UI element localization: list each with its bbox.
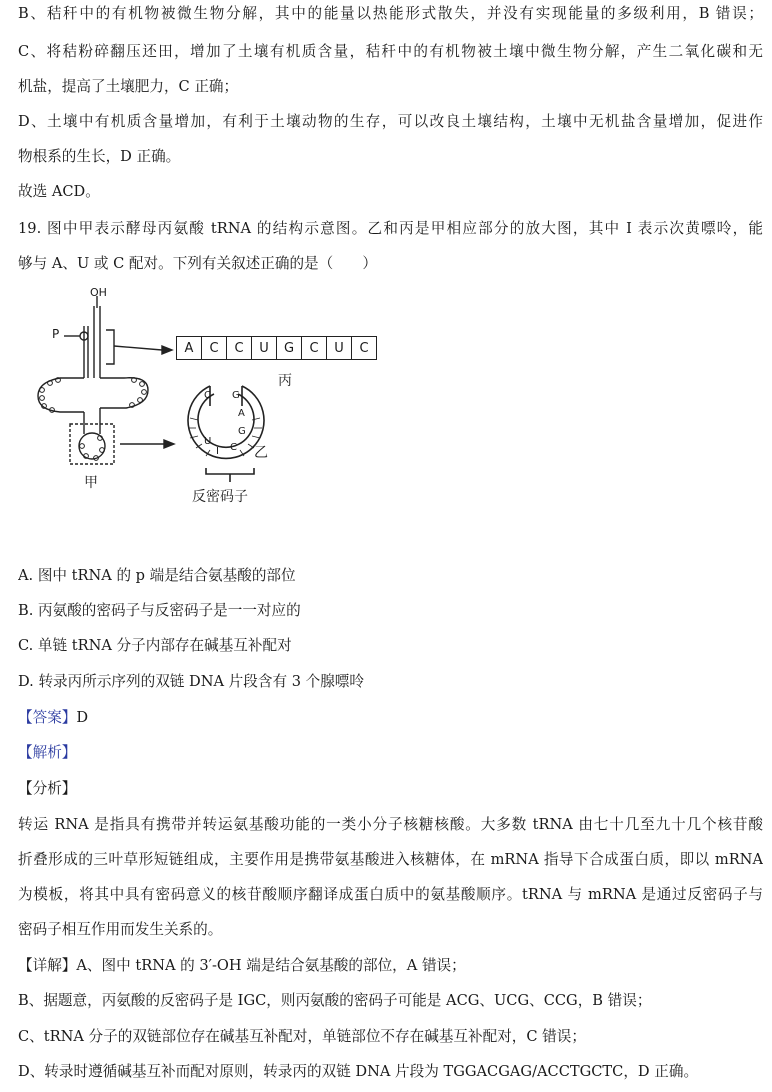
sequence-base: U: [327, 337, 352, 359]
question-stem: 够与 A、U 或 C 配对。下列有关叙述正确的是（ ）: [18, 255, 378, 272]
detail-text: B、据题意，丙氨酸的反密码子是 IGC，则丙氨酸的密码子可能是 ACG、UCG、CCG，B 错误；: [18, 992, 652, 1009]
option-d: D. 转录丙所示序列的双链 DNA 片段含有 3 个腺嘌呤: [18, 673, 364, 690]
text-line: 故选 ACD。: [18, 183, 100, 200]
loop-base: I: [216, 446, 219, 457]
loop-base: C: [204, 390, 211, 401]
sequence-base: C: [202, 337, 227, 359]
sequence-base: C: [227, 337, 252, 359]
text-line: C、将秸粉碎翻压还田，增加了土壤有机质含量，秸秆中的有机物被土壤中微生物分解，产生二氧化碳和无: [18, 43, 763, 60]
sequence-box: [176, 336, 377, 360]
trna-figure: [30, 286, 390, 516]
detail-text: C、tRNA 分子的双链部位存在碱基互补配对，单链部位不存在碱基互补配对，C 错误；: [18, 1028, 586, 1045]
analysis-tag: 【解析】: [18, 744, 77, 761]
question-stem: 19. 图中甲表示酵母丙氨酸 tRNA 的结构示意图。乙和丙是甲相应部分的放大图，其中 I 表示次黄嘌呤，能: [18, 220, 763, 237]
loop-base: A: [238, 408, 245, 419]
loop-base: G: [238, 426, 246, 437]
sequence-base: G: [277, 337, 302, 359]
anticodon-label: 反密码子: [192, 489, 248, 505]
jia-label: 甲: [84, 475, 98, 491]
loop-base: G: [232, 390, 240, 401]
analysis-text: 为模板，将其中具有密码意义的核苷酸顺序翻译成蛋白质中的氨基酸顺序。tRNA 与 mRNA 是通过反密码子与: [18, 886, 763, 903]
loop-base: U: [204, 436, 212, 447]
option-a: A. 图中 tRNA 的 p 端是结合氨基酸的部位: [18, 567, 296, 584]
yi-label: 乙: [254, 445, 268, 461]
p-label: P: [52, 327, 60, 341]
sequence-base: C: [302, 337, 327, 359]
analysis-text: 转运 RNA 是指具有携带并转运氨基酸功能的一类小分子核糖核酸。大多数 tRNA 由七十几至九十几个核苷酸: [18, 816, 763, 833]
option-b: B. 丙氨酸的密码子与反密码子是一一对应的: [18, 602, 301, 619]
text-line: D、土壤中有机质含量增加，有利于土壤动物的生存，可以改良土壤结构，土壤中无机盐含量增加，促进作: [18, 113, 763, 130]
detail-text: D、转录时遵循碱基互补而配对原则，转录丙的双链 DNA 片段为 TGGACGAG/ACCTGCTC，D 正确。: [18, 1063, 699, 1080]
option-c: C. 单链 tRNA 分子内部存在碱基互补配对: [18, 637, 292, 654]
sequence-base: U: [252, 337, 277, 359]
sequence-base: C: [359, 340, 369, 356]
oh-label: OH: [90, 286, 107, 299]
detail-text: 【详解】A、图中 tRNA 的 3′-OH 端是结合氨基酸的部位，A 错误；: [18, 957, 466, 974]
fenxi-tag: 【分析】: [18, 780, 77, 797]
answer-value: D: [76, 709, 89, 726]
bing-label: 丙: [278, 373, 292, 389]
text-line: 机盐，提高了土壤肥力，C 正确；: [18, 78, 239, 95]
answer-line: [18, 708, 763, 728]
analysis-text: 密码子相互作用而发生关系的。: [18, 921, 223, 938]
sequence-base: A: [177, 337, 202, 359]
answer-tag: 【答案】: [18, 709, 77, 726]
text-line: B、秸秆中的有机物被微生物分解，其中的能量以热能形式散失，并没有实现能量的多级利用，B 错误；: [18, 5, 763, 22]
loop-base: C: [230, 442, 237, 453]
text-line: 物根系的生长，D 正确。: [18, 148, 181, 165]
analysis-text: 折叠形成的三叶草形短链组成，主要作用是携带氨基酸进入核糖体，在 mRNA 指导下合成蛋白质，即以 mRNA: [18, 851, 763, 868]
